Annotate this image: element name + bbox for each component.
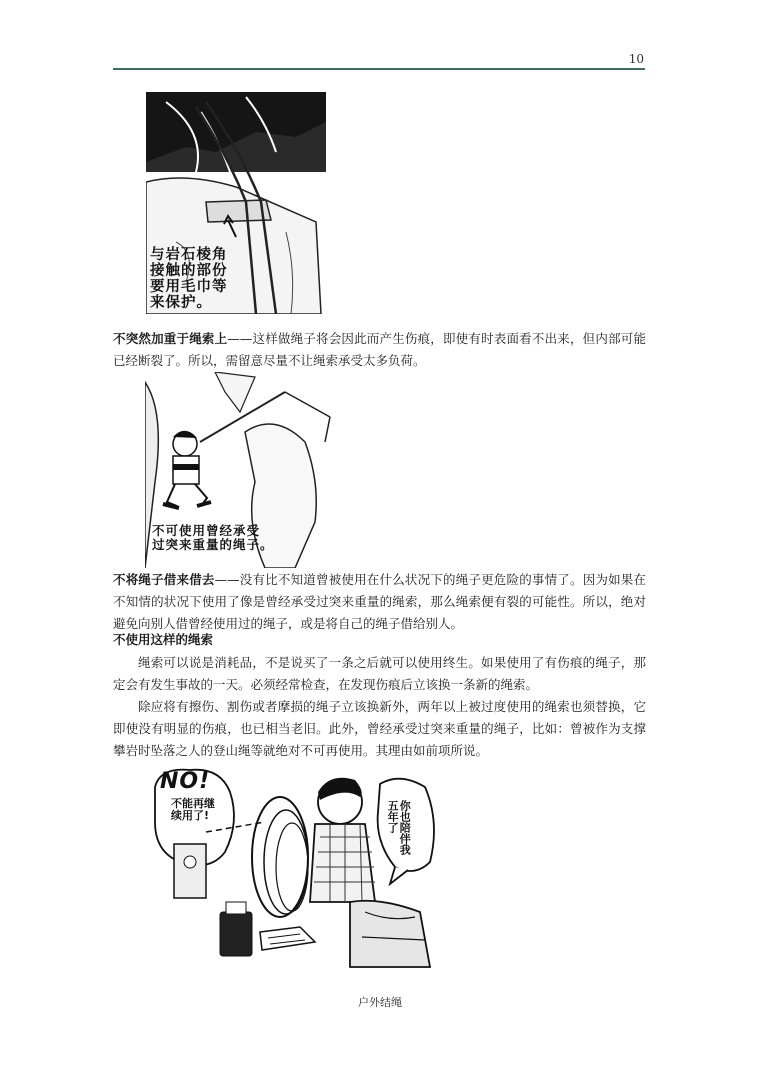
fig1-caption-line: 要用毛巾等 (150, 278, 228, 295)
paragraph-body: ——没有比不知道曾被使用在什么状况下的绳子更危险的事情了。因为如果在不知情的状况下使用了像是曾经承受过突来重量的绳索，那么绳索便有裂的可能性。所以，绝对避免向别人借曾经使用过的绳子，或是将自己的绳子借给别人。 (113, 572, 646, 631)
paragraph-no-lending (113, 569, 646, 635)
fig3-bubble-right-line: 五年了 (386, 800, 400, 833)
header-rule (113, 68, 645, 70)
paragraph-sudden-load (113, 328, 646, 372)
page-footer: 户外结绳 (358, 996, 402, 1009)
page-number: 10 (628, 52, 644, 66)
fig2-caption-line: 不可使用曾经承受 (152, 523, 261, 538)
paragraph-body: 绳索可以说是消耗品，不是说买了一条之后就可以使用终生。如果使用了有伤痕的绳子，那定会有发生事故的一天。必须经常检查，在发现伤痕后立该换一条新的绳索。 (113, 655, 646, 692)
fig1-caption-line: 接触的部份 (150, 262, 228, 279)
paragraph-body: 除应将有擦伤、割伤或者摩损的绳子立该换新外，两年以上被过度使用的绳索也须替换，它即使没有明显的伤痕，也已相当老旧。此外，曾经承受过突来重量的绳子，比如：曾被作为支撑攀岩时坠落之人的登山绳等就绝对不可再使用。其理由如前项所说。 (113, 699, 646, 758)
paragraph-body: ——这样做绳子将会因此而产生伤痕，即使有时表面看不出来，但内部可能已经断裂了。所以，需留意尽量不让绳索承受太多负荷。 (113, 331, 646, 368)
paragraph-consumable (113, 652, 646, 696)
paragraph-lead: 不突然加重于绳索上 (113, 331, 228, 346)
fig3-bubble-left-line: 续用了! (171, 809, 210, 823)
paragraph-lead: 不将绳子借来借去 (113, 572, 215, 587)
section-heading: 不使用这样的绳索 (113, 632, 214, 647)
fig2-caption (152, 524, 274, 552)
fig3-no-label: NO! (160, 769, 211, 794)
fig1-caption-line: 与岩石棱角 (150, 247, 228, 263)
paragraph-replace (113, 696, 646, 762)
fig3-bubble-left-line: 不能再继 (171, 797, 215, 810)
fig2-caption-line: 过突来重量的绳子。 (152, 536, 274, 552)
fig1-caption-line: 来保护。 (150, 294, 212, 311)
fig3-bubble-right (386, 800, 410, 864)
fig1-caption (150, 248, 228, 312)
fig3-bubble-left (171, 798, 215, 822)
fig3-bubble-right-line: 你也陪伴我 (398, 800, 412, 855)
